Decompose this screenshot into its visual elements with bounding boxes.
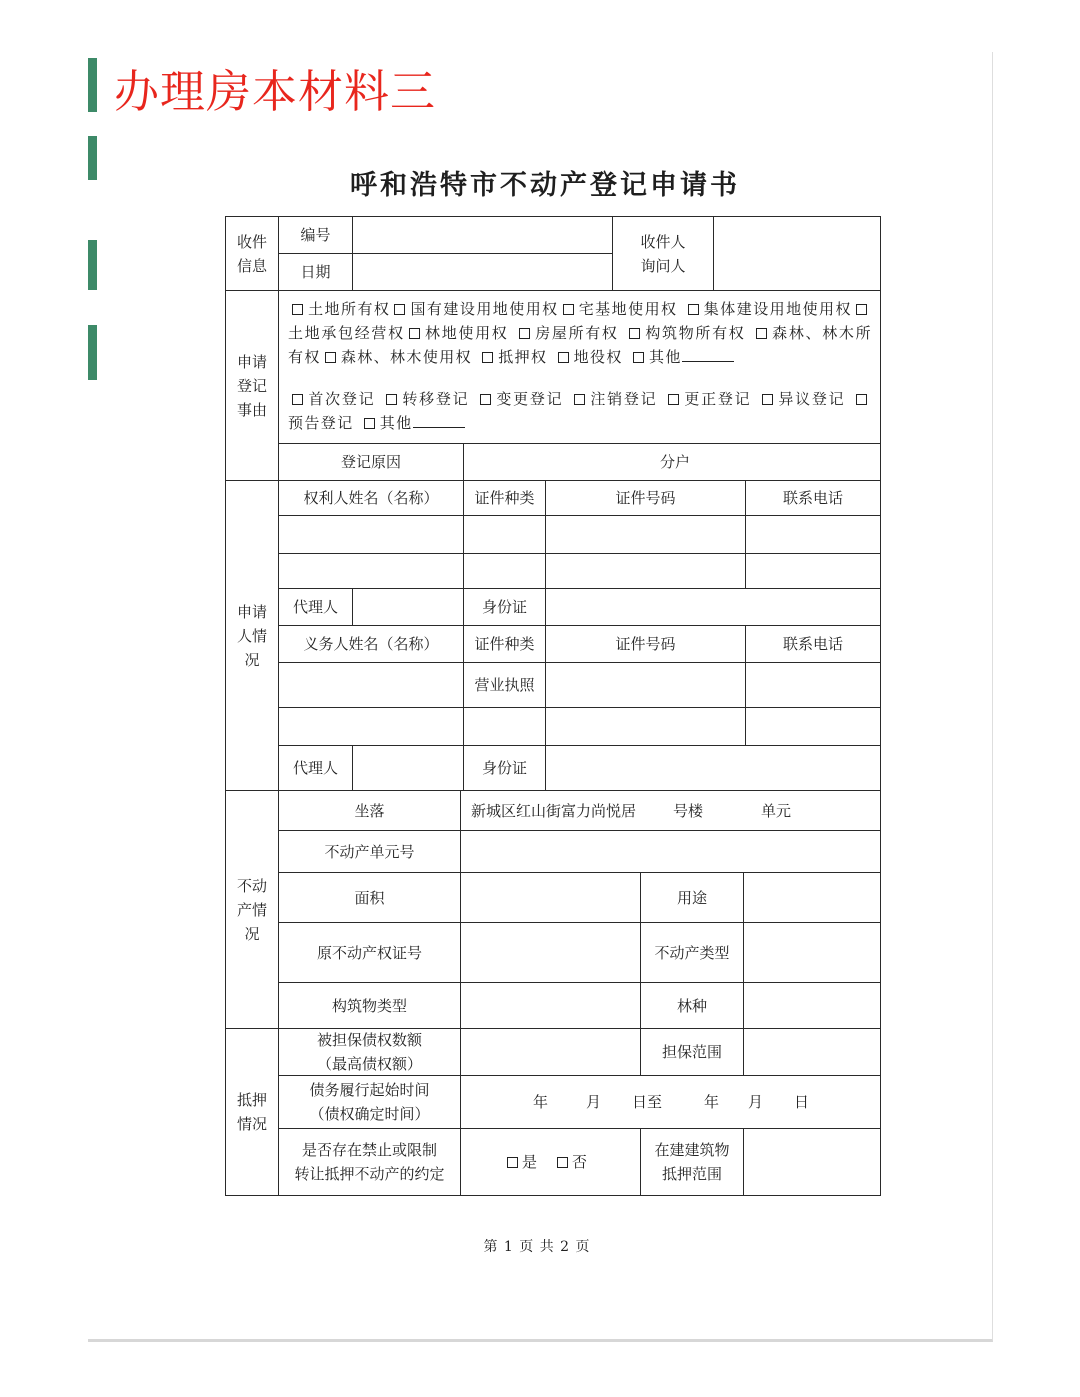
option-collective-construction-land: 集体建设用地使用权 [684, 300, 852, 318]
option-easement: 地役权 [554, 348, 623, 366]
obligor-row-1-phone [745, 662, 880, 707]
property-type-label-cell [640, 922, 743, 982]
reason-label: 登记原因 [340, 453, 401, 471]
location-label: 坐落 [354, 801, 385, 820]
building-suffix: 号楼 [673, 802, 704, 820]
option-advance-registration: 预告登记 [288, 390, 872, 432]
obligee-agent-value [352, 588, 463, 625]
checkbox-icon [629, 328, 640, 339]
option-land-contract: 土地承包经营权 [288, 300, 872, 342]
obligor-phone-header [745, 625, 880, 662]
location-label-cell [278, 790, 460, 830]
area-label-cell [278, 872, 460, 922]
forest-type-value [743, 982, 880, 1028]
debt-period-value-cell [460, 1075, 880, 1128]
number-label: 编号 [300, 226, 331, 244]
obligee-row-2-id-type [463, 553, 545, 588]
obligor-agent-label-cell [278, 745, 352, 790]
end-year-unit: 年 [704, 1093, 720, 1111]
inquirer-label: 询问人 [640, 256, 686, 275]
checkbox-icon [756, 328, 767, 339]
obligee-name-header [278, 480, 463, 515]
application-form-table [225, 216, 881, 1196]
option-forest-use: 森林、林木使用权 [321, 348, 472, 366]
option-forest-land: 林地使用权 [405, 324, 509, 342]
secured-amount-label-cell [278, 1028, 460, 1075]
checkbox-icon [633, 352, 644, 363]
obligee-row-1-name [278, 515, 463, 553]
number-value-cell [352, 216, 612, 253]
usage-label-cell [640, 872, 743, 922]
forest-type-label-cell [640, 982, 743, 1028]
restriction-options-cell [460, 1128, 640, 1195]
binding-mark [88, 58, 97, 112]
date-label: 日期 [300, 263, 331, 281]
obligee-row-2-id-number [545, 553, 745, 588]
guarantee-scope-label-cell [640, 1028, 743, 1075]
original-cert-value [460, 922, 640, 982]
binding-mark [88, 240, 97, 290]
section-mortgage-label: 抵押情况 [236, 1091, 267, 1133]
start-year-unit: 年 [533, 1093, 549, 1111]
checkbox-icon [325, 352, 336, 363]
id-number-label: 证件号码 [615, 489, 676, 507]
obligee-id-type-header [463, 480, 545, 515]
obligor-row-2-id-type [463, 707, 545, 745]
debt-period-label-cell [278, 1075, 460, 1128]
checkbox-icon [409, 328, 420, 339]
obligor-agent-value [352, 745, 463, 790]
id-number-label: 证件号码 [615, 635, 676, 653]
structure-type-label-cell [278, 982, 460, 1028]
construction-scope-label: 在建建筑物 [654, 1141, 730, 1159]
obligee-id-number-header [545, 480, 745, 515]
structure-type-label: 构筑物类型 [331, 996, 407, 1015]
construction-scope-sublabel: 抵押范围 [661, 1165, 722, 1183]
option-change-registration: 变更登记 [476, 390, 563, 408]
reason-value-cell [463, 443, 880, 480]
obligor-id-type-header [463, 625, 545, 662]
checkbox-icon [668, 394, 679, 405]
checkbox-icon [558, 352, 569, 363]
reason-label-cell [278, 443, 463, 480]
end-month-unit: 月 [748, 1093, 764, 1111]
id-type-label: 证件种类 [474, 635, 535, 653]
obligee-agent-id-value [545, 588, 880, 625]
obligee-phone-header [745, 480, 880, 515]
checkbox-icon [519, 328, 530, 339]
option-state-construction-land: 国有建设用地使用权 [390, 300, 558, 318]
option-cancel-registration: 注销登记 [570, 390, 657, 408]
split-label: 分户 [660, 453, 691, 471]
obligor-agent-id-value [545, 745, 880, 790]
section-receipt-label: 收件信息 [236, 232, 267, 275]
guarantee-scope-value [743, 1028, 880, 1075]
end-day-unit: 日 [794, 1093, 810, 1111]
date-value-cell [352, 253, 612, 290]
checkbox-icon [856, 304, 867, 315]
receiver-label-cell [612, 216, 713, 290]
document-title: 呼和浩特市不动产登记申请书 [350, 170, 740, 201]
checkbox-icon [386, 394, 397, 405]
obligor-agent-id-label-cell [463, 745, 545, 790]
construction-scope-label-cell [640, 1128, 743, 1195]
receiver-value-cell [713, 216, 880, 290]
option-correction-registration: 更正登记 [664, 390, 751, 408]
agent-id-label: 身份证 [481, 598, 527, 616]
obligor-row-2-name [278, 707, 463, 745]
agent-label: 代理人 [292, 759, 338, 777]
obligee-row-1-phone [745, 515, 880, 553]
checkbox-icon [364, 418, 375, 429]
checkbox-icon [557, 1157, 568, 1168]
section-applicant [225, 480, 278, 790]
checkbox-icon [563, 304, 574, 315]
registration-options-cell [278, 290, 880, 443]
obligor-id-number-header [545, 625, 745, 662]
number-label-cell [278, 216, 352, 253]
obligee-row-2-name [278, 553, 463, 588]
red-annotation-title: 办理房本材料三 [114, 65, 437, 118]
location-address: 新城区红山街富力尚悦居 [471, 802, 637, 820]
unit-number-label-cell [278, 830, 460, 872]
unit-suffix: 单元 [761, 802, 792, 820]
obligee-row-1-id-number [545, 515, 745, 553]
restriction-sublabel: 转让抵押不动产的约定 [294, 1165, 445, 1183]
registration-type-options [288, 387, 872, 435]
unit-number-label: 不动产单元号 [324, 842, 415, 861]
date-label-cell [278, 253, 352, 290]
option-structure-ownership: 构筑物所有权 [625, 324, 745, 342]
obligee-agent-id-label-cell [463, 588, 545, 625]
option-objection-registration: 异议登记 [758, 390, 845, 408]
property-type-label: 不动产类型 [654, 943, 730, 962]
checkbox-icon [480, 394, 491, 405]
area-value [460, 872, 640, 922]
restriction-label: 是否存在禁止或限制 [301, 1141, 437, 1159]
checkbox-icon [762, 394, 773, 405]
obligor-row-1-id-number [545, 662, 745, 707]
restriction-label-cell [278, 1128, 460, 1195]
option-homestead: 宅基地使用权 [559, 300, 678, 318]
obligee-row-2-phone [745, 553, 880, 588]
checkbox-icon [507, 1157, 518, 1168]
section-registration [225, 290, 278, 480]
checkbox-icon [856, 394, 867, 405]
forest-type-label: 林种 [676, 996, 707, 1015]
option-yes: 是 [507, 1129, 537, 1196]
checkbox-icon [292, 304, 303, 315]
option-forest-ownership: 森林、林木所有权 [288, 324, 872, 366]
option-first-registration: 首次登记 [288, 390, 375, 408]
section-property [225, 790, 278, 1028]
obligor-name-header [278, 625, 463, 662]
agent-label: 代理人 [292, 598, 338, 616]
fill-blank [413, 413, 465, 428]
id-type-label: 证件种类 [474, 489, 535, 507]
construction-scope-value [743, 1128, 880, 1195]
obligee-name-label: 权利人姓名（名称） [303, 489, 439, 507]
checkbox-icon [394, 304, 405, 315]
section-applicant-label: 申请人情况 [236, 602, 267, 669]
option-transfer-registration: 转移登记 [382, 390, 469, 408]
checkbox-icon [292, 394, 303, 405]
binding-mark [88, 325, 97, 380]
obligee-agent-label-cell [278, 588, 352, 625]
property-type-value [743, 922, 880, 982]
start-month-unit: 月 [586, 1093, 602, 1111]
debt-period-sublabel: （债权确定时间） [309, 1105, 430, 1123]
fill-blank [682, 347, 734, 362]
page-number-footer: 第 1 页 共 2 页 [483, 1239, 591, 1255]
phone-label: 联系电话 [782, 489, 843, 507]
checkbox-icon [574, 394, 585, 405]
start-day-to-unit: 日至 [632, 1093, 663, 1111]
location-value-cell [460, 790, 880, 830]
checkbox-icon [482, 352, 493, 363]
secured-amount-sublabel: （最高债权额） [316, 1055, 422, 1073]
obligor-row-2-id-number [545, 707, 745, 745]
section-receipt [225, 216, 278, 290]
option-registration-other: 其他 [360, 414, 465, 432]
receiver-label: 收件人 [640, 232, 686, 251]
obligor-row-1-name [278, 662, 463, 707]
obligee-row-1-id-type [463, 515, 545, 553]
business-license-text: 营业执照 [474, 676, 535, 694]
option-house-ownership: 房屋所有权 [515, 324, 619, 342]
guarantee-scope-label: 担保范围 [661, 1043, 722, 1061]
agent-id-label: 身份证 [481, 759, 527, 777]
original-cert-label: 原不动产权证号 [316, 943, 422, 962]
option-mortgage-right: 抵押权 [478, 348, 547, 366]
section-mortgage [225, 1028, 278, 1195]
original-cert-label-cell [278, 922, 460, 982]
obligor-row-2-phone [745, 707, 880, 745]
section-registration-label: 申请登记事由 [236, 352, 267, 419]
structure-type-value [460, 982, 640, 1028]
secured-amount-label: 被担保债权数额 [316, 1031, 422, 1049]
option-right-other: 其他 [629, 348, 734, 366]
option-land-ownership: 土地所有权 [288, 300, 390, 318]
usage-value [743, 872, 880, 922]
usage-label: 用途 [676, 888, 707, 907]
right-type-options [288, 297, 872, 369]
phone-label: 联系电话 [782, 635, 843, 653]
debt-period-label: 债务履行起始时间 [309, 1081, 430, 1099]
checkbox-icon [688, 304, 699, 315]
obligor-name-label: 义务人姓名（名称） [303, 635, 439, 653]
section-property-label: 不动产情况 [236, 876, 267, 943]
option-no: 否 [557, 1129, 587, 1196]
area-label: 面积 [354, 888, 385, 907]
secured-amount-value [460, 1028, 640, 1075]
obligor-row-1-id-type [463, 662, 545, 707]
unit-number-value [460, 830, 880, 872]
